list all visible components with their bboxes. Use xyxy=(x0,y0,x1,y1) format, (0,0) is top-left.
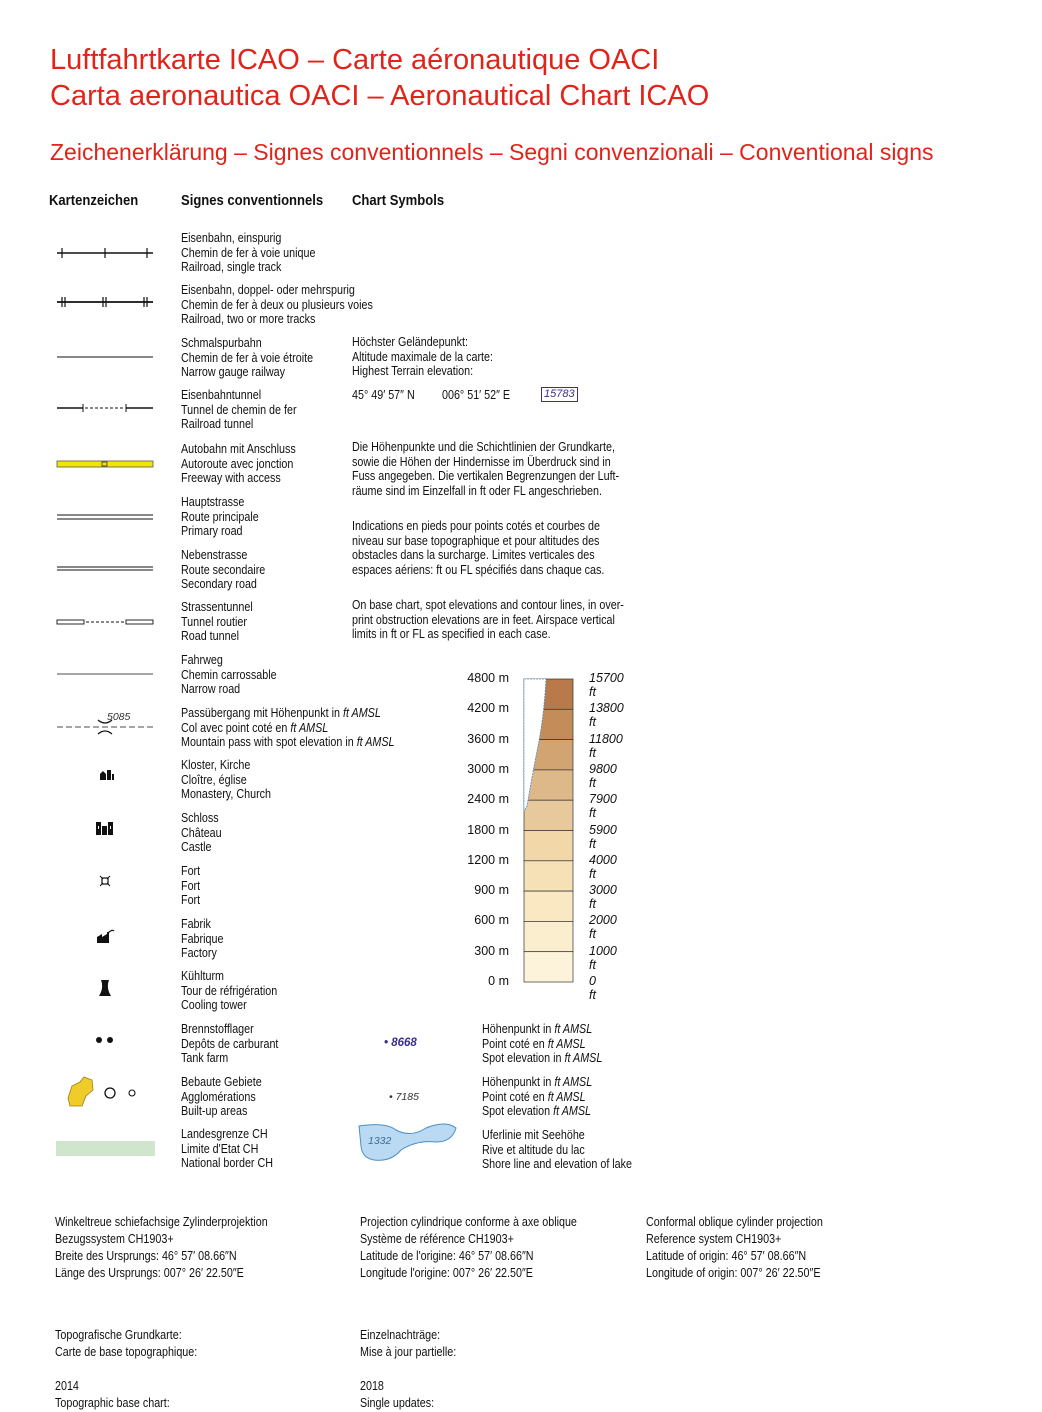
elevation-bar xyxy=(520,676,578,986)
legend-label-narrow-gauge xyxy=(181,336,313,380)
note-fr-line: niveau sur base topographique et pour altitudes des xyxy=(352,533,600,548)
legend-text: Kloster, Kirche xyxy=(181,758,251,772)
elevation-feet-label: 3000 ft xyxy=(589,883,617,912)
legend-line xyxy=(181,577,265,592)
legend-text: Nebenstrasse xyxy=(181,548,248,562)
legend-line xyxy=(181,1156,273,1171)
legend-line xyxy=(181,811,222,826)
secondary-road-icon xyxy=(57,567,153,570)
legend-text: Cloître, église xyxy=(181,772,247,787)
legend-text: Passübergang mit Höhenpunkt in xyxy=(181,706,340,720)
updates-block xyxy=(360,1327,456,1412)
note-de-line: Die Höhenpunkte und die Schichtlinien der Grundkarte, xyxy=(352,440,615,454)
legend-line xyxy=(181,893,200,908)
legend-label-tank-farm xyxy=(181,1022,278,1066)
legend-line xyxy=(181,457,296,472)
legend-line xyxy=(181,615,253,630)
elevation-feet-label: 4000 ft xyxy=(589,852,617,881)
legend-line xyxy=(181,932,223,947)
note-fr-line: obstacles dans la surcharge. Limites verticales des xyxy=(352,548,595,563)
spot1-l3: Spot elevation in xyxy=(482,1051,562,1066)
elevation-band xyxy=(524,831,573,861)
note-de-line: räume sind im Einzelfall in ft oder FL angeschrieben. xyxy=(352,484,602,499)
legend-line xyxy=(181,283,373,298)
legend-label-narrow-road xyxy=(181,653,277,697)
railroad-tunnel-icon xyxy=(57,404,153,412)
cooling-tower-icon xyxy=(99,980,111,996)
legend-text: Château xyxy=(181,825,222,840)
spot2-value: 7185 xyxy=(395,1091,419,1103)
legend-unit: ft AMSL xyxy=(342,706,381,720)
legend-text: Limite d'Etat CH xyxy=(181,1141,259,1156)
legend-label-freeway xyxy=(181,442,296,486)
legend-text: Strassentunnel xyxy=(181,600,253,614)
updates-year: 2018 xyxy=(360,1379,384,1393)
elevation-feet-label: 1000 ft xyxy=(589,943,617,972)
highest-label-fr: Altitude maximale de la carte: xyxy=(352,349,494,364)
elevation-meters-label: 4800 m xyxy=(467,671,509,685)
header-kartenzeichen: Kartenzeichen xyxy=(49,193,139,209)
spot2-labels xyxy=(482,1075,592,1119)
elevation-feet-label: 2000 ft xyxy=(589,913,617,942)
legend-text: Fort xyxy=(181,864,201,878)
legend-line xyxy=(181,1104,262,1119)
elevation-band xyxy=(524,800,573,830)
legend-text: Chemin de fer à deux ou plusieurs voies xyxy=(181,297,373,312)
legend-text: Schmalspurbahn xyxy=(181,336,262,350)
legend-text: Railroad, single track xyxy=(181,260,282,275)
legend-text: Chemin de fer à voie unique xyxy=(181,245,316,260)
highest-terrain-block xyxy=(352,335,493,379)
legend-line xyxy=(181,442,296,457)
legend-text: Kühlturm xyxy=(181,969,225,983)
legend-text: Monastery, Church xyxy=(181,787,272,802)
legend-text: Narrow gauge railway xyxy=(181,365,285,380)
legend-line xyxy=(181,1037,278,1052)
legend-label-primary-road xyxy=(181,495,259,539)
elevation-meters-label: 300 m xyxy=(474,943,509,958)
elevation-meters-label: 600 m xyxy=(474,913,509,928)
legend-line xyxy=(181,735,395,750)
projection-line: Conformal oblique cylinder projection xyxy=(646,1215,823,1229)
legend-label-railroad-single xyxy=(181,231,315,275)
legend-line xyxy=(181,998,277,1013)
highest-label-de: Höchster Geländepunkt: xyxy=(352,335,468,349)
spot1-l1: Höhenpunkt in xyxy=(482,1022,552,1036)
spot2-unit: ft AMSL xyxy=(553,1104,591,1119)
lake-labels xyxy=(482,1128,632,1172)
legend-line xyxy=(181,1127,273,1142)
freeway-icon xyxy=(57,461,153,467)
legend-label-railroad-tunnel xyxy=(181,388,297,432)
legend-text: Eisenbahntunnel xyxy=(181,388,262,402)
elevation-meters-label: 3600 m xyxy=(467,731,509,746)
legend-line xyxy=(181,787,271,802)
spot2-l3: Spot elevation xyxy=(482,1104,551,1119)
legend-line xyxy=(181,403,297,418)
legend-unit: ft AMSL xyxy=(356,735,395,750)
legend-line xyxy=(181,826,222,841)
legend-text: Road tunnel xyxy=(181,629,239,644)
spot1-l2: Point coté en xyxy=(482,1036,545,1051)
highest-label-en: Highest Terrain elevation: xyxy=(352,364,474,379)
legend-line xyxy=(181,260,315,275)
elevation-meters-label: 1800 m xyxy=(467,822,509,837)
spot2-l2: Point coté en xyxy=(482,1089,545,1104)
highest-value-box: 15783 xyxy=(541,387,578,402)
projection-en xyxy=(646,1214,823,1282)
note-de-line: Fuss angegeben. Die vertikalen Begrenzungen der Luft- xyxy=(352,469,620,484)
lake-l3: Shore line and elevation of lake xyxy=(482,1157,633,1172)
legend-line xyxy=(181,417,297,432)
legend-label-road-tunnel xyxy=(181,600,253,644)
base-chart-en: Topographic base chart: xyxy=(55,1396,170,1410)
projection-line: Länge des Ursprungs: 007° 26′ 22.50″E xyxy=(55,1266,244,1280)
legend-line xyxy=(181,773,271,788)
legend-text: Brennstofflager xyxy=(181,1022,254,1036)
legend-text: Built-up areas xyxy=(181,1104,248,1119)
note-fr-line: Indications en pieds pour points cotés et courbes de xyxy=(352,519,601,533)
legend-label-fort xyxy=(181,864,200,908)
note-en-line: limits in ft or FL as specified in each case. xyxy=(352,627,551,642)
legend-label-railroad-double xyxy=(181,283,373,327)
elevation-band xyxy=(524,861,573,891)
legend-line xyxy=(181,706,395,721)
legend-text: Route principale xyxy=(181,509,259,524)
spot2-l1: Höhenpunkt in xyxy=(482,1075,552,1089)
legend-line xyxy=(181,600,253,615)
note-en-line: print obstruction elevations are in feet. Airspace vertical xyxy=(352,612,615,627)
title-line-2: Carta aeronautica OACI – Aeronautical Chart ICAO xyxy=(50,80,710,112)
legend-text: Factory xyxy=(181,946,217,961)
legend-text: Landesgrenze CH xyxy=(181,1127,268,1141)
spot1-unit: ft AMSL xyxy=(547,1036,586,1051)
built-up-icon xyxy=(68,1077,135,1106)
legend-label-border xyxy=(181,1127,273,1171)
legend-text: Narrow road xyxy=(181,682,241,697)
notes-fr xyxy=(352,519,604,578)
legend-line xyxy=(181,879,200,894)
base-chart-fr: Carte de base topographique: xyxy=(55,1345,198,1359)
projection-line: Projection cylindrique conforme à axe oblique xyxy=(360,1215,577,1229)
legend-line xyxy=(181,388,297,403)
legend-text: Fort xyxy=(181,893,201,908)
legend-line xyxy=(181,629,253,644)
updates-de: Einzelnachträge: xyxy=(360,1328,441,1342)
legend-line xyxy=(181,969,277,984)
legend-line xyxy=(181,1075,262,1090)
projection-fr xyxy=(360,1214,577,1282)
spot-elevation-light: • 7185 xyxy=(389,1091,419,1103)
legend-line xyxy=(181,864,200,879)
header-signes: Signes conventionnels xyxy=(181,193,324,209)
legend-text: Schloss xyxy=(181,811,219,825)
projection-de xyxy=(55,1214,268,1282)
road-tunnel-icon xyxy=(57,620,153,624)
border-icon xyxy=(56,1141,155,1156)
legend-text: Chemin carrossable xyxy=(181,667,277,682)
legend-text: Fabrique xyxy=(181,931,224,946)
notes-de xyxy=(352,440,619,499)
legend-text: Autoroute avec jonction xyxy=(181,456,294,471)
legend-line xyxy=(181,365,313,380)
legend-text: Route secondaire xyxy=(181,562,266,577)
projection-line: Longitude of origin: 007° 26′ 22.50″E xyxy=(646,1266,821,1280)
legend-line xyxy=(181,336,313,351)
legend-text: Eisenbahn, einspurig xyxy=(181,231,282,245)
legend-line xyxy=(181,524,259,539)
legend-text: Primary road xyxy=(181,524,243,539)
elevation-meters-label: 900 m xyxy=(474,883,509,898)
castle-icon xyxy=(96,822,113,835)
legend-label-cooling-tower xyxy=(181,969,277,1013)
legend-text: Fabrik xyxy=(181,917,211,931)
projection-line: Breite des Ursprungs: 46° 57′ 08.66″N xyxy=(55,1249,237,1263)
spot-elevation-bold: • 8668 xyxy=(384,1037,417,1049)
legend-line xyxy=(181,298,373,313)
legend-line xyxy=(181,984,277,999)
legend-label-mountain-pass xyxy=(181,706,395,750)
spot1-value: 8668 xyxy=(391,1037,417,1049)
spot2-unit: ft AMSL xyxy=(554,1075,593,1089)
page-subtitle: Zeichenerklärung – Signes conventionnels – Segni convenzionali – Conventional signs xyxy=(50,139,934,165)
lake-value: 1332 xyxy=(368,1135,392,1147)
title-line-1: Luftfahrtkarte ICAO – Carte aéronautique OACI xyxy=(50,44,660,76)
elevation-feet-label: 7900 ft xyxy=(589,792,617,821)
legend-text: Tank farm xyxy=(181,1051,229,1066)
primary-road-icon xyxy=(57,515,153,519)
projection-line: Reference system CH1903+ xyxy=(646,1232,782,1246)
legend-line xyxy=(181,1022,278,1037)
projection-line: Longitude l'origine: 007° 26′ 22.50″E xyxy=(360,1266,533,1280)
elevation-meters-label: 2400 m xyxy=(467,792,509,807)
elevation-feet-label: 0 ft xyxy=(589,974,596,1002)
elevation-band xyxy=(524,921,573,951)
legend-text: National border CH xyxy=(181,1156,274,1171)
updates-en: Single updates: xyxy=(360,1396,435,1410)
spot1-labels xyxy=(482,1022,602,1066)
legend-text: Agglomérations xyxy=(181,1089,256,1104)
legend-text: Hauptstrasse xyxy=(181,495,245,509)
legend-line xyxy=(181,917,223,932)
legend-line xyxy=(181,1051,278,1066)
tank-farm-icon xyxy=(96,1037,113,1043)
legend-line xyxy=(181,1090,262,1105)
legend-line xyxy=(181,721,395,736)
legend-line xyxy=(181,351,313,366)
legend-text: Mountain pass with spot elevation in xyxy=(181,735,354,750)
legend-text: Chemin de fer à voie étroite xyxy=(181,350,314,365)
legend-line xyxy=(181,495,259,510)
elevation-feet-label: 11800 ft xyxy=(589,731,623,760)
legend-label-secondary-road xyxy=(181,548,265,592)
mountain-pass-icon xyxy=(57,720,153,734)
legend-unit: ft AMSL xyxy=(290,720,329,735)
legend-text: Fort xyxy=(181,878,201,893)
legend-line xyxy=(181,840,222,855)
note-de-line: sowie die Höhen der Hindernisse im Überdruck sind in xyxy=(352,454,611,469)
base-chart-year: 2014 xyxy=(55,1379,79,1393)
elevation-meters-label: 3000 m xyxy=(467,761,509,776)
legend-label-factory xyxy=(181,917,223,961)
legend-line xyxy=(181,946,223,961)
spot2-unit: ft AMSL xyxy=(547,1089,586,1104)
legend-text: Col avec point coté en xyxy=(181,720,288,735)
legend-label-monastery xyxy=(181,758,271,802)
legend-line xyxy=(181,758,271,773)
legend-label-built-up xyxy=(181,1075,262,1119)
railroad-single-icon xyxy=(57,248,153,258)
legend-text: Tunnel routier xyxy=(181,614,247,629)
legend-text: Autobahn mit Anschluss xyxy=(181,442,296,456)
legend-text: Railroad, two or more tracks xyxy=(181,312,316,327)
highest-lon: 006° 51′ 52″ E xyxy=(442,388,511,402)
elevation-feet-label: 9800 ft xyxy=(589,761,617,790)
projection-line: Latitude of origin: 46° 57′ 08.66″N xyxy=(646,1249,807,1263)
legend-text: Bebaute Gebiete xyxy=(181,1075,262,1089)
legend-text: Castle xyxy=(181,840,212,855)
projection-line: Winkeltreue schiefachsige Zylinderprojektion xyxy=(55,1215,268,1229)
elevation-meters-label: 0 m xyxy=(488,974,509,988)
fort-icon xyxy=(100,876,110,886)
note-en-line: On base chart, spot elevations and contour lines, in over- xyxy=(352,598,624,612)
projection-line: Latitude de l'origine: 46° 57′ 08.66″N xyxy=(360,1249,534,1263)
monastery-icon xyxy=(100,770,114,780)
legend-text: Cooling tower xyxy=(181,998,247,1013)
elevation-meters-label: 1200 m xyxy=(467,852,509,867)
legend-line xyxy=(181,563,265,578)
railroad-double-icon xyxy=(57,297,153,307)
base-chart-block xyxy=(55,1327,197,1412)
legend-text: Fahrweg xyxy=(181,653,223,667)
legend-text: Freeway with access xyxy=(181,471,281,486)
updates-fr: Mise à jour partielle: xyxy=(360,1345,457,1359)
note-fr-line: espaces aériens: ft ou FL spécifiés dans chaque cas. xyxy=(352,563,605,578)
lake-l2: Rive et altitude du lac xyxy=(482,1142,585,1157)
projection-line: Bezugssystem CH1903+ xyxy=(55,1232,174,1246)
elevation-feet-label: 5900 ft xyxy=(589,822,617,851)
legend-text: Eisenbahn, doppel- oder mehrspurig xyxy=(181,283,355,297)
legend-text: Depôts de carburant xyxy=(181,1036,279,1051)
factory-icon xyxy=(97,930,114,943)
base-chart-de: Topografische Grundkarte: xyxy=(55,1328,182,1342)
legend-line xyxy=(181,548,265,563)
legend-text: Railroad tunnel xyxy=(181,417,254,432)
legend-line xyxy=(181,312,373,327)
elevation-band xyxy=(524,891,573,921)
header-chart-symbols: Chart Symbols xyxy=(352,193,445,209)
legend-text: Secondary road xyxy=(181,577,257,592)
legend-line xyxy=(181,653,277,668)
elevation-meters-label: 4200 m xyxy=(467,701,509,716)
legend-line xyxy=(181,471,296,486)
spot1-unit: ft AMSL xyxy=(564,1051,603,1066)
legend-symbols xyxy=(0,0,170,1180)
elevation-feet-label: 13800 ft xyxy=(589,701,624,730)
elevation-feet-label: 15700 ft xyxy=(589,671,624,699)
lake-l1: Uferlinie mit Seehöhe xyxy=(482,1128,585,1142)
legend-text: Tour de réfrigération xyxy=(181,983,278,998)
projection-line: Système de référence CH1903+ xyxy=(360,1232,514,1246)
elevation-band xyxy=(524,952,573,982)
legend-line xyxy=(181,682,277,697)
legend-line xyxy=(181,510,259,525)
legend-label-castle xyxy=(181,811,222,855)
spot1-unit: ft AMSL xyxy=(554,1022,593,1036)
legend-line xyxy=(181,668,277,683)
legend-line xyxy=(181,246,315,261)
highest-lat: 45° 49′ 57″ N xyxy=(352,388,415,402)
pass-elevation-value: 5085 xyxy=(107,711,131,723)
legend-line xyxy=(181,231,315,246)
notes-en xyxy=(352,598,624,642)
legend-line xyxy=(181,1142,273,1157)
legend-text: Tunnel de chemin de fer xyxy=(181,402,297,417)
